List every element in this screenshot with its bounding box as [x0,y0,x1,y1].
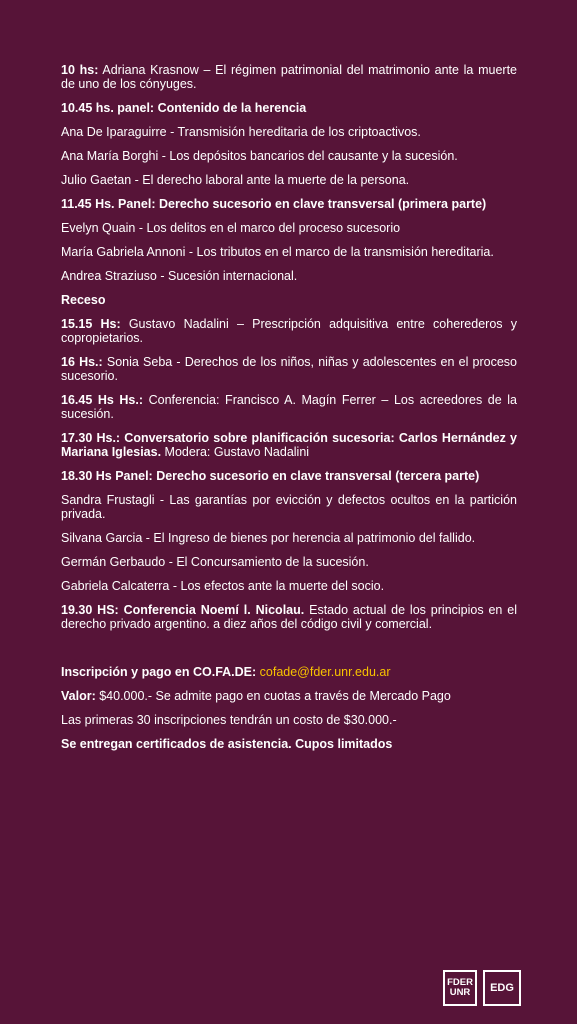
registration-label: Inscripción y pago en CO.FA.DE: [61,665,257,679]
price-label: Valor: [61,689,96,703]
program-entry [61,355,517,383]
program-entry [61,531,517,545]
program-entry-text: Adriana Krasnow – El régimen patrimonial del matrimonio ante la muerte de uno de los cónyuges. [61,63,517,91]
registration-line [61,665,517,679]
price-line [61,689,517,703]
program-entry-text: María Gabriela Annoni - Los tributos en el marco de la transmisión hereditaria. [61,245,494,259]
program-content [61,63,517,761]
program-entry-text: Estado actual de los principios en el derecho privado argentino. a diez años del código civil y comercial. [61,603,517,631]
program-entry-lead: 11.45 Hs. Panel: Derecho sucesorio en clave transversal (primera parte) [61,197,487,211]
program-entry [61,269,517,283]
program-entry [61,469,517,483]
program-entry-text: Ana María Borghi - Los depósitos bancarios del causante y la sucesión. [61,149,458,163]
program-entry-lead: 18.30 Hs Panel: Derecho sucesorio en clave transversal (tercera parte) [61,469,480,483]
program-entry-lead: 17.30 Hs.: Conversatorio sobre planificación sucesoria: Carlos Hernández y Mariana Iglesias. [61,431,517,459]
program-entry-text: Julio Gaetan - El derecho laboral ante la muerte de la persona. [61,173,410,187]
program-entry-text: Gabriela Calcaterra - Los efectos ante la muerte del socio. [61,579,385,593]
price-text: $40.000.- Se admite pago en cuotas a través de Mercado Pago [95,689,451,703]
program-entry-text: Silvana Garcia - El Ingreso de bienes por herencia al patrimonio del fallido. [61,531,476,545]
fder-logo-text: FDER [447,977,473,988]
registration-email-link[interactable]: cofade@fder.unr.edu.ar [259,665,391,679]
program-entry [61,221,517,235]
program-entry-text: Evelyn Quain - Los delitos en el marco del proceso sucesorio [61,221,401,235]
edg-logo-text: EDG [490,982,514,994]
early-registration-line: Las primeras 30 inscripciones tendrán un costo de $30.000.- [61,713,397,727]
unr-logo-text: UNR [449,987,471,998]
program-entry [61,293,517,307]
program-entry [61,101,517,115]
program-entry [61,125,517,139]
certificates-line [61,737,517,751]
program-entry [61,431,517,459]
program-entry [61,245,517,259]
program-entry-text: Conferencia: Francisco A. Magín Ferrer – Los acreedores de la sucesión. [61,393,517,421]
program-entry-text: Sonia Seba - Derechos de los niños, niñas y adolescentes en el proceso sucesorio. [61,355,517,383]
program-list [61,63,517,631]
fder-unr-logo [443,970,477,1006]
program-entry-lead: 10.45 hs. panel: Contenido de la herencia [61,101,307,115]
program-entry [61,493,517,521]
program-entry [61,317,517,345]
program-entry-text: Gustavo Nadalini – Prescripción adquisitiva entre coherederos y copropietarios. [61,317,517,345]
program-entry [61,149,517,163]
program-entry [61,393,517,421]
program-entry-lead: 10 hs: [61,63,99,77]
program-entry-text: Ana De Iparaguirre - Transmisión hereditaria de los criptoactivos. [61,125,421,139]
program-entry [61,173,517,187]
program-entry [61,555,517,569]
program-entry-lead: 19.30 HS: Conferencia Noemí l. Nicolau. [61,603,305,617]
program-entry [61,603,517,631]
section-spacer [61,641,517,665]
program-entry-text: Andrea Straziuso - Sucesión internacional. [61,269,298,283]
logos [443,970,521,1006]
certificates-text: Se entregan certificados de asistencia. Cupos limitados [61,737,393,751]
program-entry-text: Modera: Gustavo Nadalini [161,445,310,459]
program-entry-lead: 16.45 Hs Hs.: [61,393,144,407]
program-entry-lead: 16 Hs.: [61,355,103,369]
program-entry [61,197,517,211]
program-entry-lead: Receso [61,293,106,307]
program-entry-text: Sandra Frustagli - Las garantías por evicción y defectos ocultos en la partición privada. [61,493,517,521]
program-entry [61,579,517,593]
program-entry-text: Germán Gerbaudo - El Concursamiento de la sucesión. [61,555,369,569]
program-entry-lead: 15.15 Hs: [61,317,121,331]
edg-logo [483,970,521,1006]
program-entry [61,63,517,91]
